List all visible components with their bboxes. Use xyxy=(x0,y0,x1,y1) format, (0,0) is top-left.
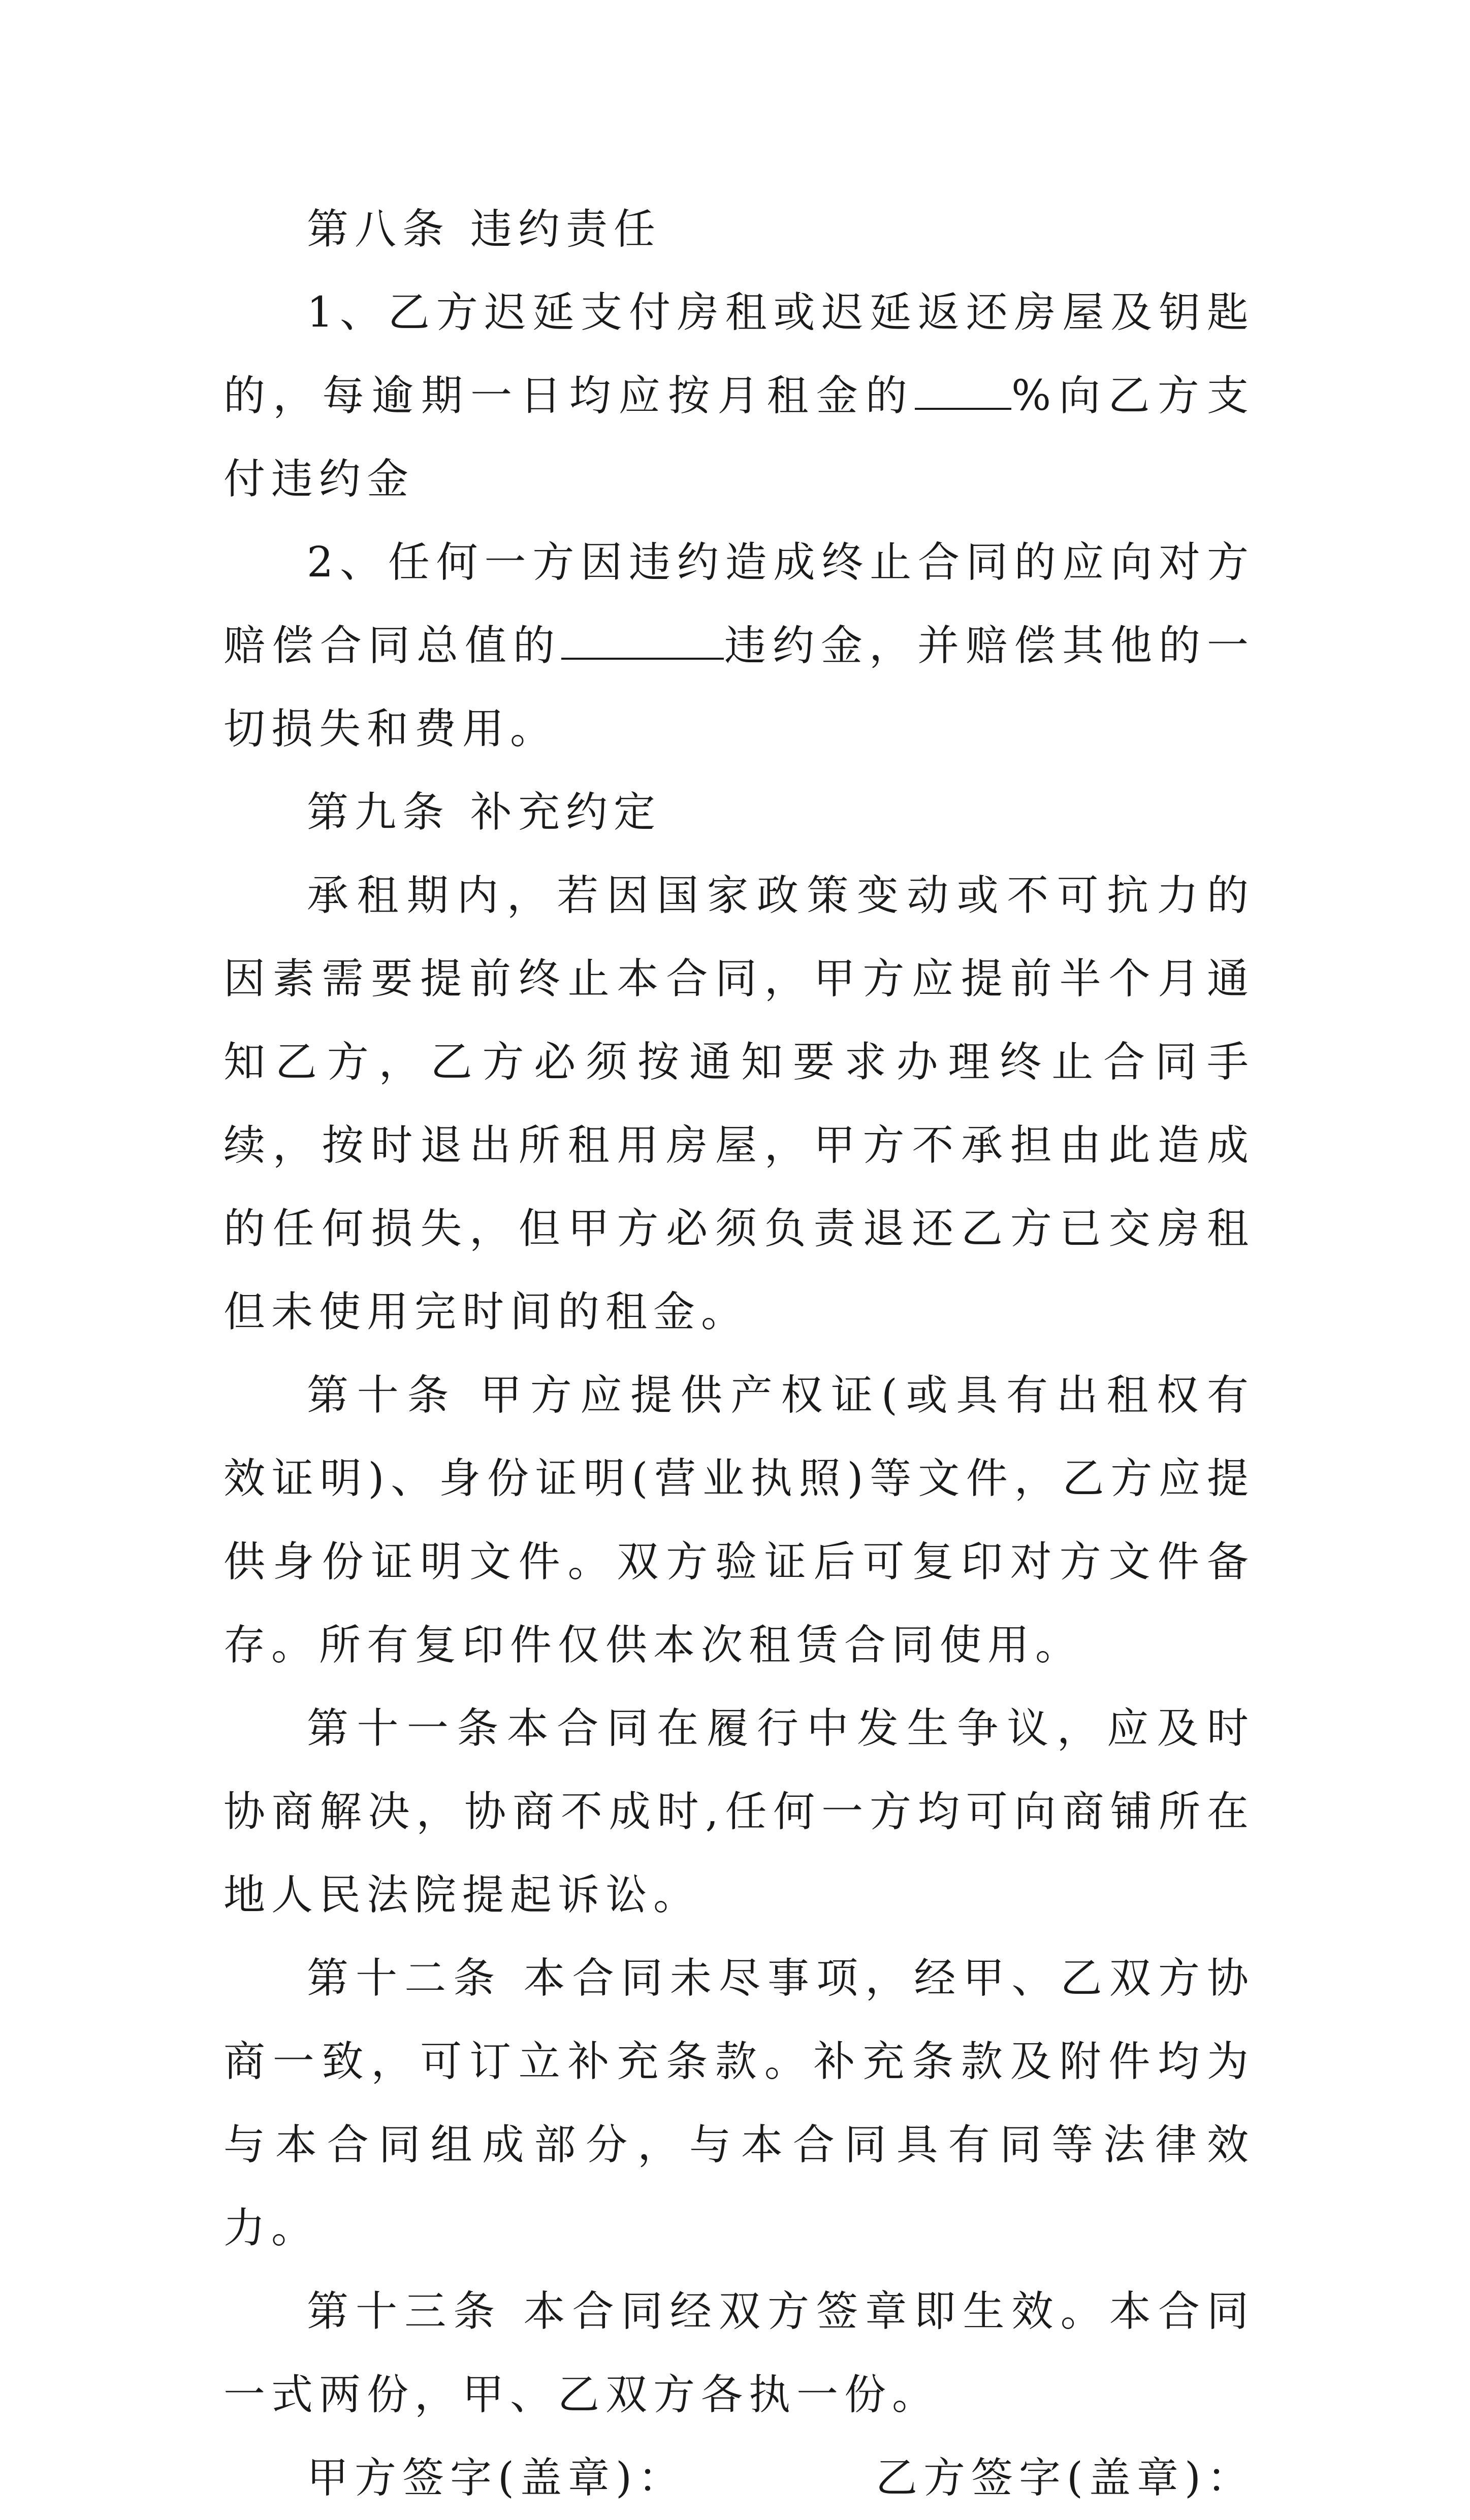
clause11-body: 第十一条本合同在履行中发生争议，应及时协商解决，协商不成时,任何一方均可向商铺所在地人民法院提起诉讼。 xyxy=(223,1704,1255,1919)
party-a-signature-label: 甲方签字(盖章)： xyxy=(307,2454,686,2502)
clause10-body: 甲方应提供产权证(或具有出租权有效证明)、身份证明(营业执照)等文件，乙方应提供身份证明文件。双方验证后可复印对方文件备存。所有复印件仅供本次租赁合同使用。 xyxy=(223,1371,1255,1669)
clause12 xyxy=(223,1937,1255,2270)
clause8-title: 违约责任 xyxy=(470,205,662,253)
clause12-body: 本合同未尽事项，经甲、乙双方协商一致，可订立补充条款。补充条款及附件均为与本合同组成部分，与本合同具有同等法律效力。 xyxy=(223,1954,1255,2252)
clause9-number: 第九条 xyxy=(307,788,451,836)
signature-row xyxy=(223,2437,1255,2520)
clause8-item2 xyxy=(223,521,1255,771)
clause8-heading xyxy=(223,188,1255,271)
clause12-number: 第十二条 xyxy=(307,1954,502,2002)
clause8-item1 xyxy=(223,271,1255,521)
clause9-heading xyxy=(223,771,1255,854)
clause9-body: 承租期内，若因国家政策变动或不可抗力的因素需要提前终止本合同，甲方应提前半个月通知乙方，乙方必须按通知要求办理终止合同手续，按时退出所租用房屋，甲方不承担由此造成的任何损失，但甲方必须负责退还乙方已交房租但未使用完时间的租金。 xyxy=(223,871,1255,1336)
penalty-amount-blank xyxy=(561,624,724,660)
clause8-number: 第八条 xyxy=(307,205,451,253)
contract-page xyxy=(223,188,1255,2520)
clause8-item2-text-a: 2、任何一方因违约造成终止合同的应向对方赔偿合同总值的 xyxy=(223,538,1255,670)
clause10-number: 第十条 xyxy=(307,1371,458,1419)
penalty-rate-blank xyxy=(915,374,1011,410)
clause13-body: 本合同经双方签章即生效。本合同一式两份，甲、乙双方各执一份。 xyxy=(223,2287,1255,2419)
clause8-item1-text-a: 1、乙方迟延支付房租或迟延返还房屋及钥匙的，每逾期一日均应按月租金的 xyxy=(223,288,1255,420)
party-b-signature-label: 乙方签字(盖章)： xyxy=(876,2454,1255,2502)
clause8-item1-text-b: %向乙方支付违约金 xyxy=(223,372,1255,503)
clause9-title: 补充约定 xyxy=(470,788,662,836)
clause13 xyxy=(223,2270,1255,2437)
clause8-item2-text-b: 违约金，并赔偿其他的一切损失和费用。 xyxy=(223,622,1255,753)
clause13-number: 第十三条 xyxy=(307,2287,502,2336)
clause10 xyxy=(223,1354,1255,1687)
